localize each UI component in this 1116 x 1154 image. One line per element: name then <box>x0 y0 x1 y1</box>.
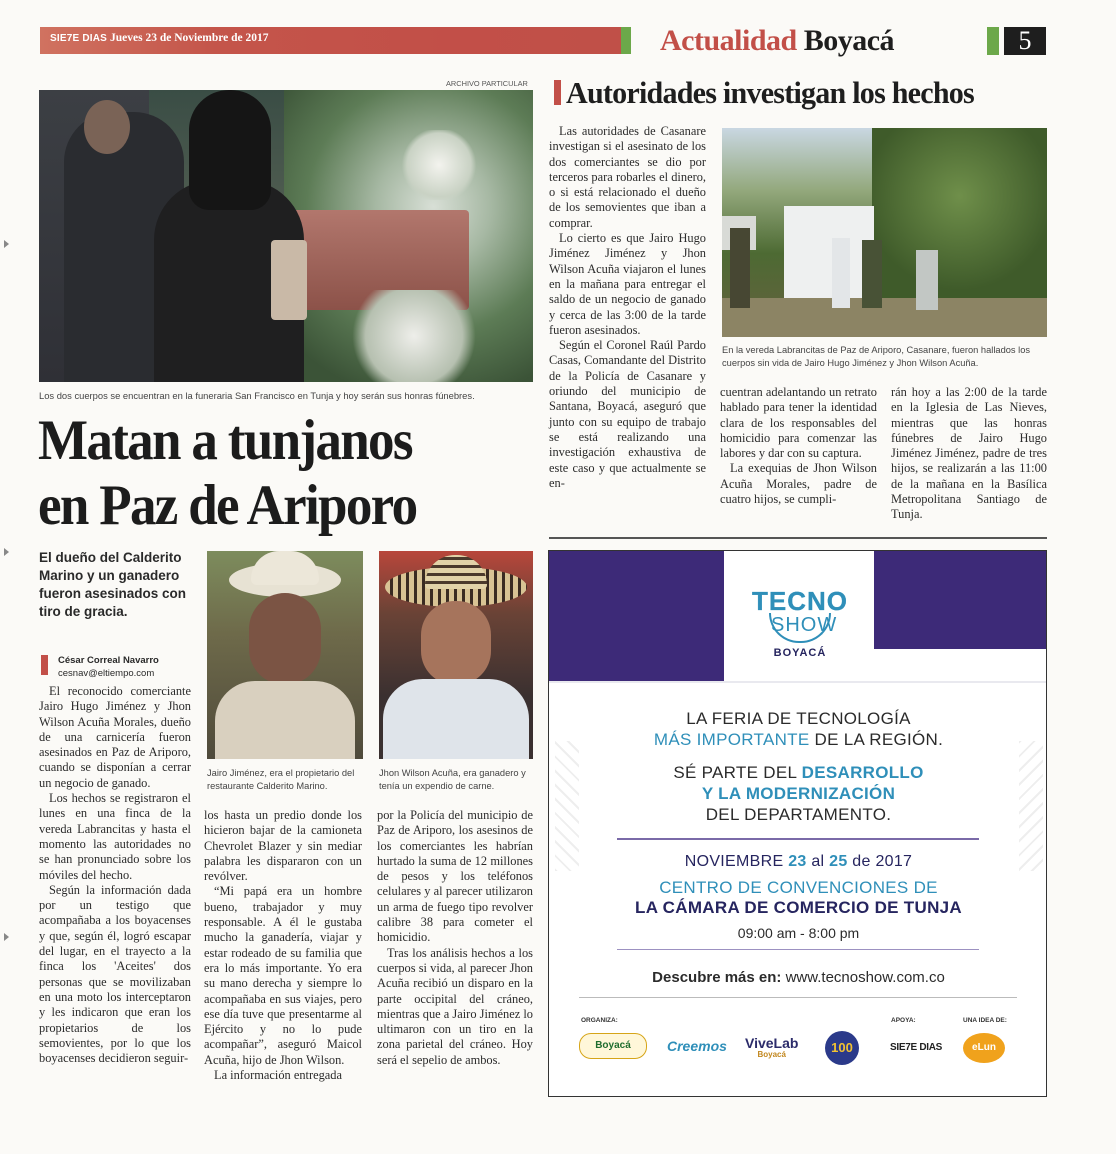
ad-date-start: 23 <box>788 853 807 870</box>
tecnoshow-logo <box>745 587 855 697</box>
ad-venue-line1: CENTRO DE CONVENCIONES DE <box>659 878 938 897</box>
article-paragraph: Tras los análisis hechos a los cuerpos si vida, al parecer Jhon Acuña recibió un disparo en la parte occipital del cráneo, mientras que a Jairo Jiménez lo ultimaron con un tiro en la zona parietal del cráneo. Hoy será el sepelio de ambos. <box>377 945 533 1067</box>
sponsor-100-text: 100 <box>831 1040 853 1055</box>
ad-cta-label: Descubre más en: <box>652 969 786 986</box>
article-paragraph: los hasta un predio donde los hicieron bajar de la camioneta Chevrolet Blazer y sin mediar palabra les dispararon con un revólver. <box>204 808 362 884</box>
article-column-1 <box>39 684 191 1066</box>
article-paragraph: Los hechos se registraron el lunes en una finca de la vereda Labrancitas y hasta el momento las autoridades no se han pronunciado sobre los móviles del hecho. <box>39 791 191 882</box>
portrait-jhon <box>379 551 533 759</box>
sidebar-divider <box>549 537 1047 539</box>
headline-line2: en Paz de Ariporo <box>38 474 417 537</box>
article-paragraph: El reconocido comerciante Jairo Hugo Jiménez y Jhon Wilson Acuña Morales, dueño de una carnicería fueron asesinados en Paz de Ariporo, cuando se disponían a cerrar un negocio de ganado. <box>39 684 191 790</box>
scan-marker <box>4 933 9 941</box>
sponsor-vivelab-text: ViveLab <box>745 1035 799 1051</box>
ad-organiza-label: ORGANIZA: <box>581 1017 618 1024</box>
scan-marker <box>4 548 9 556</box>
ad-venue <box>549 878 1047 918</box>
sponsor-boyaca-text: Boyacá <box>595 1040 631 1051</box>
logo-tecno: TECNO <box>752 586 848 616</box>
ad-line3-highlight: DESARROLLO <box>801 763 924 782</box>
sidebar-paragraph: Las autoridades de Casanare investigan si el asesinato de los dos comerciantes se dio por terceros para robarles el dinero, o si está relacionado el dueño de los semovientes que iban a comprar. <box>549 124 706 230</box>
section-region: Boyacá <box>803 24 895 57</box>
portrait-jhon-caption: Jhon Wilson Acuña, era ganadero y tenía un expendio de carne. <box>379 768 526 791</box>
logo-show-text: SHOW <box>771 614 838 636</box>
article-column-3 <box>377 808 533 1068</box>
photo-main-caption: Los dos cuerpos se encuentran en la funeraria San Francisco en Tunja y hoy serán sus honras fúnebres. <box>39 390 475 401</box>
portrait-jairo <box>207 551 363 759</box>
ad-line3-plain: SÉ PARTE DEL <box>673 763 802 782</box>
sidebar-paragraph: Según el Coronel Raúl Pardo Casas, Comandante del Distrito de la Policía de Casanare y oriundo del municipio de Santana, Boyacá, aseguró que junto con su equipo de trabajo se está realizando una investigación exhaustiva de este caso y que actualmente se en- <box>549 338 706 490</box>
headline <box>38 408 503 538</box>
sidebar-paragraph: La exequias de Jhon Wilson Acuña Morales, padre de cuatro hijos, se cumpli- <box>720 461 877 507</box>
ad-date-sep: al <box>806 853 830 870</box>
sponsor-logo-elun <box>963 1033 1005 1063</box>
ad-divider <box>617 838 979 840</box>
ad-line5: DEL DEPARTAMENTO. <box>705 805 892 824</box>
sponsor-logo-creemos: Creemos <box>667 1038 727 1054</box>
sidebar-marker <box>554 80 561 105</box>
header-green-block <box>621 27 631 54</box>
ad-cta <box>549 969 1047 986</box>
article-paragraph: La información entregada <box>214 1068 342 1083</box>
ad-banner-left <box>549 551 724 681</box>
ad-idea-label: UNA IDEA DE: <box>963 1017 1007 1024</box>
ad-line2-highlight: MÁS IMPORTANTE <box>653 730 810 749</box>
ad-line2 <box>549 729 1047 750</box>
sidebar-paragraph: rán hoy a las 2:00 de la tarde en la Iglesia de Las Nieves, mientras que las honras fúnebres de Jairo Hugo Jiménez Jiménez, padre de tres hijos, se realizarán a las 11:00 de la mañana en la Basílica Metropolitana Santiago de Tunja. <box>891 385 1047 522</box>
sidebar-paragraph: Lo cierto es que Jairo Hugo Jiménez Jiménez y Jhon Wilson Acuña viajaron el lunes en la mañana para entregar el saldo de un negocio de ganado y cerca de las 3:00 de la tarde fueron asesinados. <box>549 231 706 337</box>
funeral-photo <box>39 90 533 382</box>
section-name: Actualidad <box>660 24 797 57</box>
logo-show <box>769 613 838 643</box>
ad-footer-line <box>579 997 1017 998</box>
sponsor-logo-vivelab <box>745 1037 798 1061</box>
ad-date <box>549 853 1047 871</box>
ad-line2-rest: DE LA REGIÓN. <box>809 730 944 749</box>
sidebar-column-c <box>891 385 1047 523</box>
ad-date-month: NOVIEMBRE <box>684 853 789 870</box>
byline-email: cesnav@eltiempo.com <box>58 668 155 679</box>
byline-marker <box>41 655 48 675</box>
ad-line3 <box>549 762 1047 783</box>
ad-cta-url[interactable]: www.tecnoshow.com.co <box>785 969 945 986</box>
portrait-jairo-caption: Jairo Jiménez, era el propietario del restaurante Calderito Marino. <box>207 768 355 791</box>
scan-marker <box>4 240 9 248</box>
article-column-2 <box>204 808 362 1083</box>
subhead: El dueño del Calderito Marino y un ganadero fueron asesinados con tiro de gracia. <box>39 550 187 619</box>
byline-author: César Correal Navarro <box>58 655 159 666</box>
ad-banner-right <box>874 551 1047 649</box>
tecnoshow-ad <box>548 550 1047 1097</box>
sponsor-logo-sietedias: SIE7E DIAS <box>890 1042 943 1053</box>
sponsor-elun-text: eLun <box>972 1042 996 1053</box>
ad-headline <box>549 708 1047 750</box>
sidebar-paragraph: cuentran adelantando un retrato hablado para tener la identidad clara de los responsables del homicidio para comenzar las labores y dar con su captura. <box>720 385 877 461</box>
crime-scene-photo <box>722 128 1047 337</box>
ad-date-end: 25 <box>829 853 848 870</box>
ad-hours: 09:00 am - 8:00 pm <box>737 925 860 941</box>
sponsor-logo-boyaca <box>579 1033 647 1059</box>
sidebar-photo-caption: En la vereda Labrancitas de Paz de Ariporo, Casanare, fueron hallados los cuerpos sin vida de Jairo Hugo Jiménez y Jhon Wilson Acuña. <box>722 345 1031 368</box>
ad-divider-2 <box>617 949 979 950</box>
page-number: 5 <box>1004 27 1046 55</box>
ad-subheadline <box>549 762 1047 825</box>
photo-credit: ARCHIVO PARTICULAR <box>446 79 528 88</box>
article-paragraph: Según la información dada por un testigo que acompañaba a los boyacenses y que, según él, logró escapar del lugar, en el trayecto a la finca los 'Aceites' dos personas que se movilizaban en una moto los interceptaron y les indicaron que eran los propietarios de los semovientes, por lo que los boyacenses decidieron seguir- <box>39 882 191 1066</box>
sidebar-column-b <box>720 385 877 507</box>
ad-apoya-label: APOYA: <box>891 1017 916 1024</box>
ad-line4: Y LA MODERNIZACIÓN <box>701 784 896 803</box>
article-paragraph: por la Policía del municipio de Paz de Ariporo, los asesinos de los comerciantes les habrían hurtado la suma de 12 millones de pesos y los teléfonos celulares y al parecer utilizaron un arma de fuego tipo revolver calibre 38 para cometer el homicidio. <box>377 808 533 945</box>
page-number-green <box>987 27 999 55</box>
header-brand: SIE7E DIAS <box>50 33 108 44</box>
ad-line1: LA FERIA DE TECNOLOGÍA <box>686 709 911 728</box>
sidebar-column-a <box>549 124 706 491</box>
header-date: Jueves 23 de Noviembre de 2017 <box>110 32 269 44</box>
ad-venue-line2: LA CÁMARA DE COMERCIO DE TUNJA <box>635 898 962 917</box>
ad-date-year: de 2017 <box>847 853 913 870</box>
article-paragraph: “Mi papá era un hombre bueno, trabajador y muy responsable. A él le gustaba mucho la ganadería, viajar y estar rodeado de su familia que era lo más importante. Yo era su mano derecha y siempre lo acompañaba en sus viajes, pero ese día tuve que presentarme al Ejército y no lo pude acompañar”, aseguró Maicol Acuña, hijo de Jhon Wilson. <box>204 884 362 1067</box>
sponsor-vivelab-region: Boyacá <box>757 1050 786 1059</box>
logo-region: BOYACÁ <box>773 647 827 659</box>
section-title <box>660 24 894 58</box>
sponsor-logo-100 <box>825 1031 859 1065</box>
sidebar-title: Autoridades investigan los hechos <box>566 75 974 110</box>
headline-line1: Matan a tunjanos <box>38 409 412 472</box>
